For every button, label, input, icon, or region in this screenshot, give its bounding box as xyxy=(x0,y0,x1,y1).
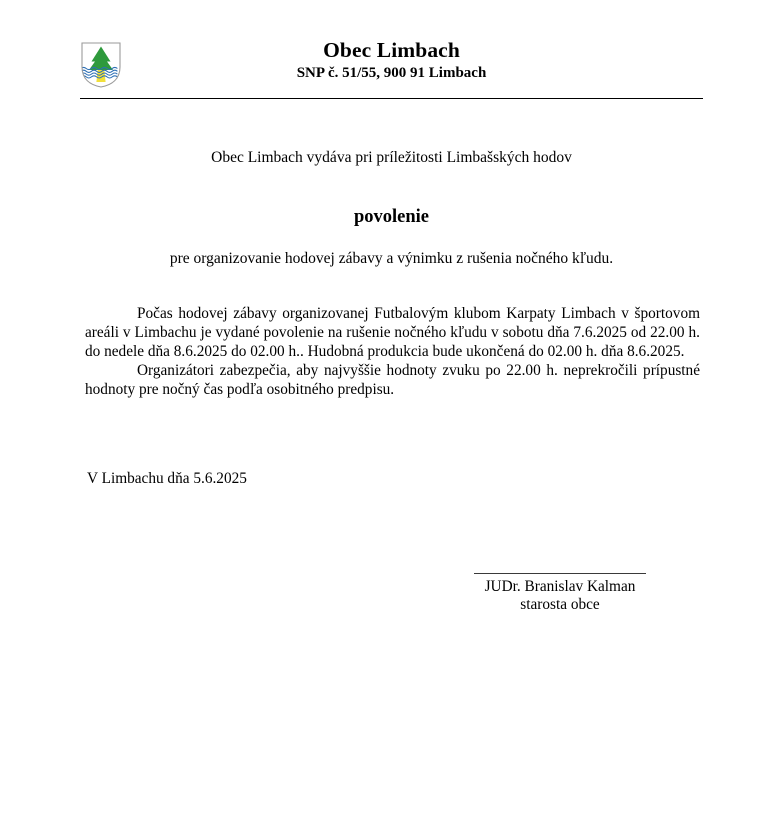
subtitle-line: pre organizovanie hodovej zábavy a výnimku z rušenia nočného kľudu. xyxy=(169,250,614,267)
organization-address: SNP č. 51/55, 900 91 Limbach xyxy=(296,65,487,82)
place-and-date: V Limbachu dňa 5.6.2025 xyxy=(87,470,247,487)
intro-line: Obec Limbach vydáva pri príležitosti Limbašských hodov xyxy=(211,149,572,166)
signature-block xyxy=(440,573,680,614)
header-divider xyxy=(80,98,703,99)
letterhead-text xyxy=(80,38,703,83)
signature-line xyxy=(474,573,646,574)
page-title: povolenie xyxy=(353,207,430,227)
body-paragraph: Počas hodovej zábavy organizovanej Futbalovým klubom Karpaty Limbach v športovom areáli v Limbachu je vydané povolenie na rušenie nočného kľudu v sobotu dňa 7.6.2025 od 22.00 h. do nedele dňa 8.6.2025 do 02.00 h.. Hudobná produkcia bude ukončená do 02.00 h. dňa 8.6.2025. xyxy=(85,305,700,361)
organization-name: Obec Limbach xyxy=(323,38,460,62)
signatory-title: starosta obce xyxy=(520,596,600,613)
letterhead xyxy=(80,38,703,89)
signatory-name: JUDr. Branislav Kalman xyxy=(484,578,636,595)
body-text xyxy=(85,304,700,399)
body-paragraph: Organizátori zabezpečia, aby najvyššie hodnoty zvuku po 22.00 h. neprekročili prípustné hodnoty pre nočný čas podľa osobitného predpisu. xyxy=(85,362,700,399)
